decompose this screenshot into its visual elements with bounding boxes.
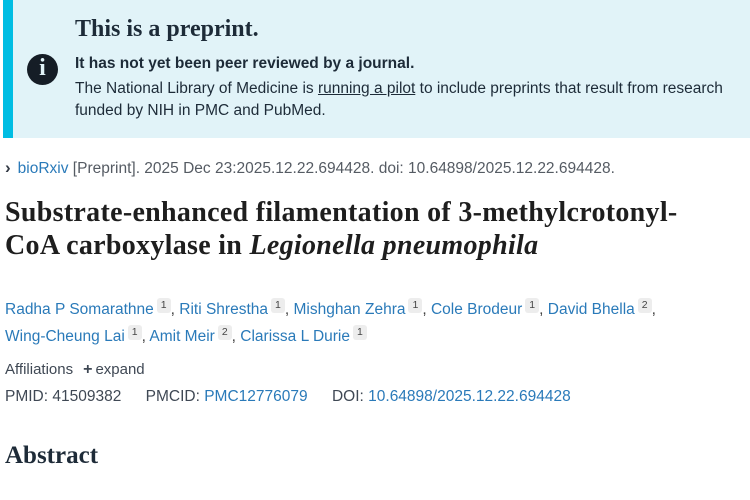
affiliations-row [5,361,735,379]
banner-title: This is a preprint. [75,16,259,42]
article-title-plain: Substrate-enhanced filamentation of 3-methylcrotonyl-CoA carboxylase in [5,197,678,261]
affiliations-label: Affiliations [5,361,74,378]
plus-icon: + [83,361,93,378]
author-item [431,301,539,318]
pmcid-item [146,388,308,405]
identifiers-row [5,388,735,406]
citation-line [5,158,735,179]
citation-text: [Preprint]. 2025 Dec 23:2025.12.22.694428. doi: 10.64898/2025.12.22.694428. [68,160,615,177]
author-link[interactable]: Radha P Somarathne [5,301,154,318]
author-affiliation-badge[interactable]: 2 [638,298,652,313]
author-item [5,328,142,345]
author-affiliation-badge[interactable]: 1 [525,298,539,313]
banner-body-pre: The National Library of Medicine is [75,80,318,97]
author-link[interactable]: Wing-Cheung Lai [5,328,125,345]
doi-link[interactable]: 10.64898/2025.12.22.694428 [368,388,571,405]
doi-label: DOI: [331,388,364,405]
preprint-banner [3,0,750,138]
banner-body [75,78,735,122]
doi-item [332,388,571,405]
author-item [5,301,171,318]
author-link[interactable]: David Bhella [547,301,635,318]
author-separator: , [539,301,548,318]
author-item [179,301,285,318]
banner-body-post: to include preprints that result from research funded by NIH in PMC and PubMed. [75,80,723,119]
author-separator: , [170,301,180,318]
pmid-label: PMID: [5,388,49,405]
pmcid-link[interactable]: PMC12776079 [204,388,308,405]
info-icon [27,54,58,85]
author-item [293,301,422,318]
author-list [5,296,725,350]
author-affiliation-badge[interactable]: 1 [128,325,142,340]
author-item [149,328,231,345]
article-title-species: Legionella pneumophila [249,230,539,261]
expand-affiliations-button[interactable] [83,361,145,379]
pmcid-label: PMCID: [145,388,200,405]
author-link[interactable]: Cole Brodeur [430,301,523,318]
banner-text [75,16,747,122]
author-separator: , [141,328,150,345]
author-link[interactable]: Mishghan Zehra [293,301,406,318]
abstract-heading: Abstract [5,442,99,469]
pmid-value: 41509382 [52,388,122,405]
author-affiliation-badge[interactable]: 1 [408,298,422,313]
author-link[interactable]: Amit Meir [149,328,215,345]
running-a-pilot-link[interactable]: running a pilot [317,80,416,97]
author-separator: , [651,301,656,318]
author-affiliation-badge[interactable]: 2 [218,325,232,340]
author-link[interactable]: Clarissa L Durie [240,328,350,345]
main-content [5,138,735,470]
author-affiliation-badge[interactable]: 1 [157,298,171,313]
author-affiliation-badge[interactable]: 1 [271,298,285,313]
banner-subtitle: It has not yet been peer reviewed by a journal. [75,55,415,72]
author-link[interactable]: Riti Shrestha [179,301,268,318]
chevron-right-icon: › [5,158,11,177]
author-separator: , [284,301,294,318]
author-separator: , [231,328,241,345]
author-separator: , [422,301,431,318]
expand-label: expand [95,361,145,378]
journal-link[interactable]: bioRxiv [17,160,69,177]
author-item [548,301,652,318]
author-item [240,328,367,345]
pmid-item [5,388,121,405]
author-affiliation-badge[interactable]: 1 [353,325,367,340]
article-title [5,196,695,262]
info-icon-glyph: i [39,55,46,81]
